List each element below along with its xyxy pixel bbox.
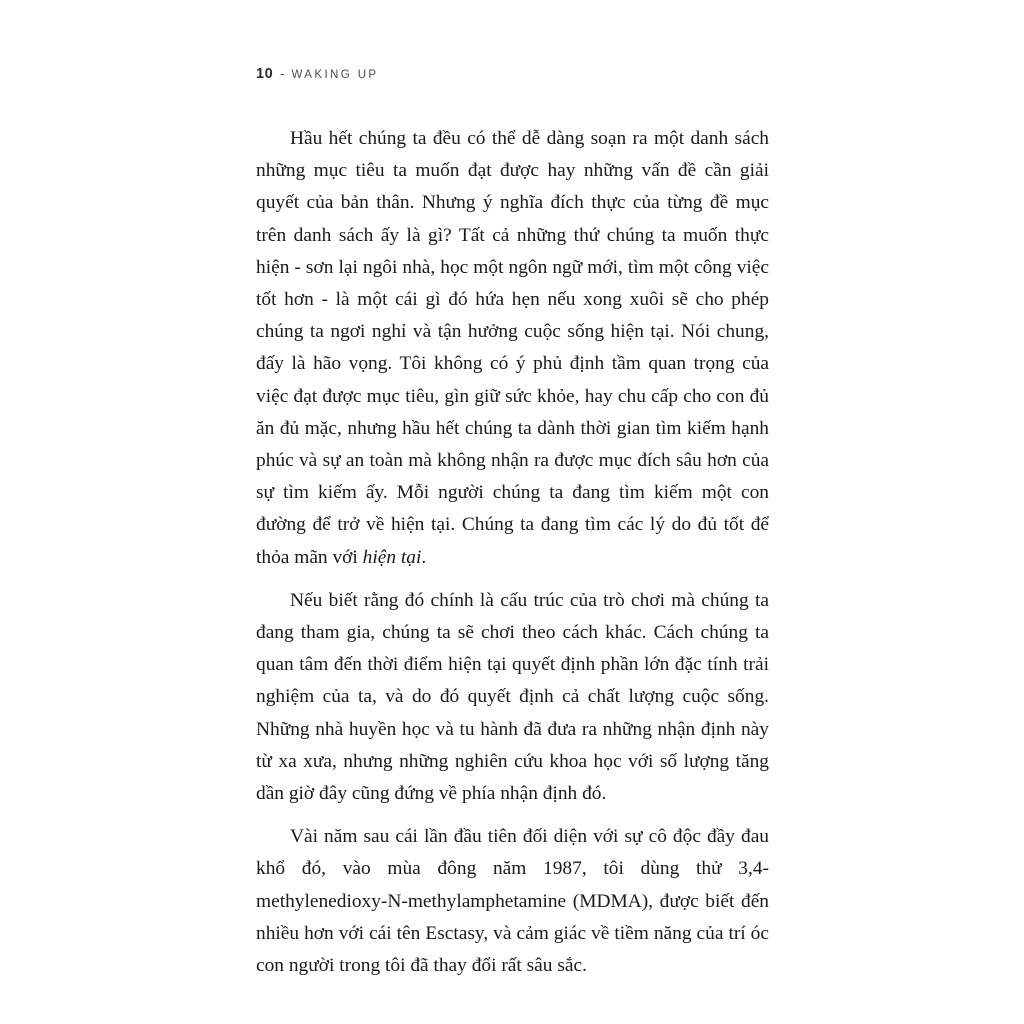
running-title: WAKING UP xyxy=(291,69,379,81)
page-header xyxy=(256,66,378,82)
paragraph-tail: . xyxy=(421,546,427,568)
body-text-column xyxy=(256,123,769,982)
paragraph-emphasis: hiện tại xyxy=(362,546,422,568)
paragraph xyxy=(256,123,769,574)
paragraph: Nếu biết rằng đó chính là cấu trúc của trò chơi mà chúng ta đang tham gia, chúng ta sẽ chơi theo cách khác. Cách chúng ta quan tâm đến thời điểm hiện tại quyết định phần lớn đặc tính trải nghiệm của ta, và do đó quyết định cả chất lượng cuộc sống. Những nhà huyền học và tu hành đã đưa ra những nhận định này từ xa xưa, nhưng những nghiên cứu khoa học với số lượng tăng dần giờ đây cũng đứng về phía nhận định đó. xyxy=(256,589,769,805)
paragraph: Vài năm sau cái lần đầu tiên đối diện với sự cô độc đầy đau khổ đó, vào mùa đông năm 1987, tôi dùng thử 3,4-methylenedioxy-N-methylamphetamine (MDMA), được biết đến nhiều hơn với cái tên Esctasy, và cảm giác về tiềm năng của trí óc con người trong tôi đã thay đổi rất sâu sắc. xyxy=(256,826,769,977)
paragraph-text: Hầu hết chúng ta đều có thể dễ dàng soạn ra một danh sách những mục tiêu ta muốn đạt được hay những vấn đề cần giải quyết của bản thân. Nhưng ý nghĩa đích thực của từng đề mục trên danh sách ấy là gì? Tất cả những thứ chúng ta muốn thực hiện - sơn lại ngôi nhà, học một ngôn ngữ mới, tìm một công việc tốt hơn - là một cái gì đó hứa hẹn nếu xong xuôi sẽ cho phép chúng ta ngơi nghỉ và tận hưởng cuộc sống hiện tại. Nói chung, đấy là hão vọng. Tôi không có ý phủ định tầm quan trọng của việc đạt được mục tiêu, gìn giữ sức khỏe, hay chu cấp cho con đủ ăn đủ mặc, nhưng hầu hết chúng ta dành thời gian tìm kiếm hạnh phúc và sự an toàn mà không nhận ra được mục đích sâu hơn của sự tìm kiếm ấy. Mỗi người chúng ta đang tìm kiếm một con đường để trở về hiện tại. Chúng ta đang tìm các lý do đủ tốt để thỏa mãn với xyxy=(256,128,769,568)
header-separator: - xyxy=(280,66,285,81)
page-number: 10 xyxy=(256,66,274,82)
